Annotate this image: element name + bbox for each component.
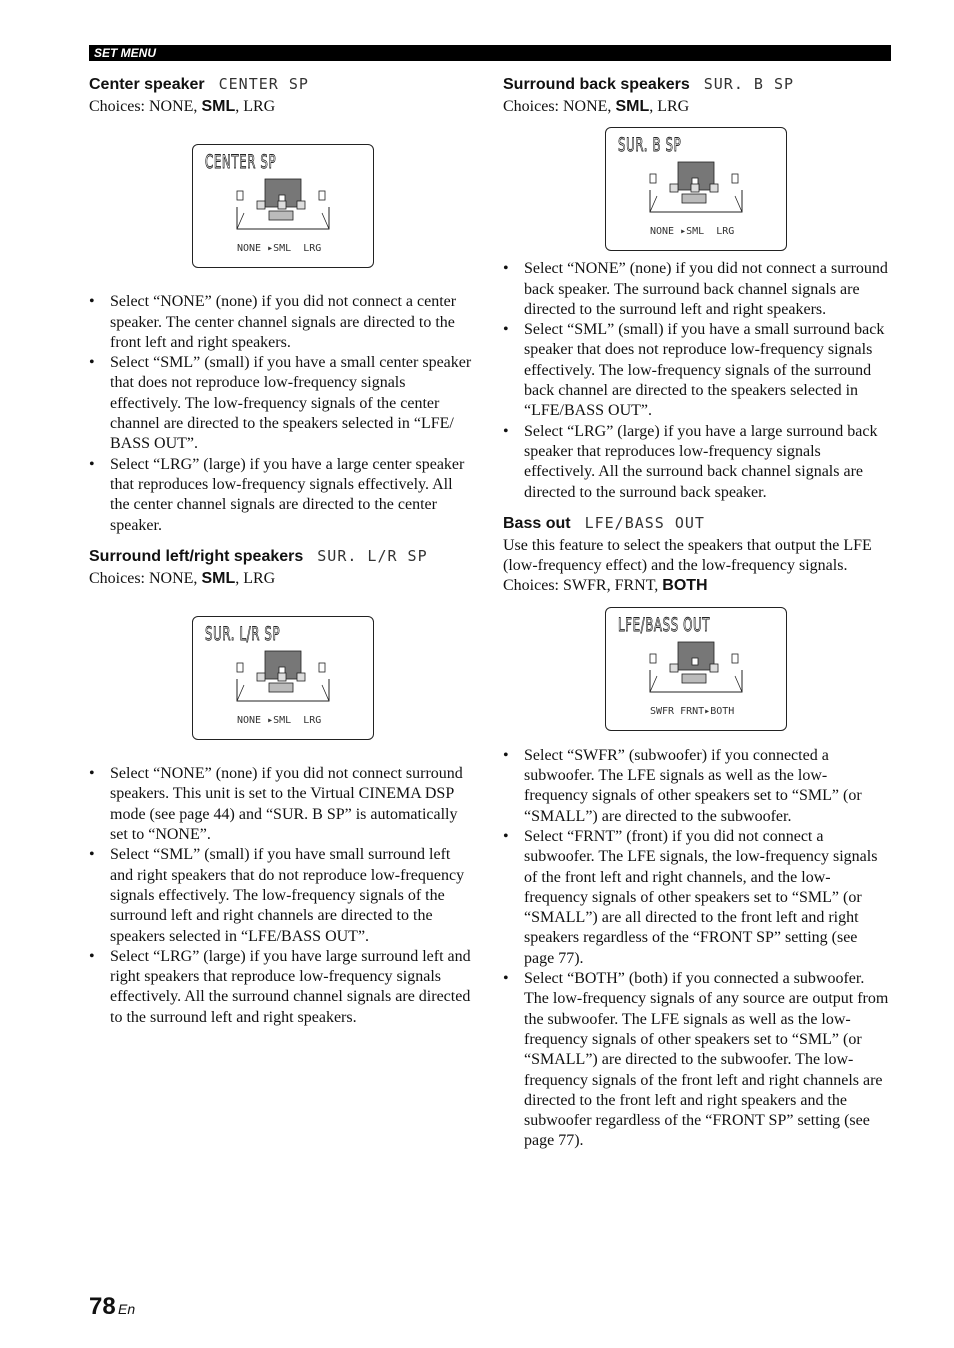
bass-out-section: [503, 513, 889, 1152]
section-header-label: SET MENU: [94, 46, 157, 60]
display-diagram: [605, 607, 787, 731]
display-options: NONE ▸SML LRG: [650, 226, 735, 238]
list-item: • Select “SML” (small) if you have a small center speaker that does not reproduce low-frequency signals effectively. The low-frequency signals of the center channel are directed to the speakers selected in “LFE/ BASS OUT”.: [89, 353, 475, 454]
choices-line: [503, 576, 889, 596]
title-text: Surround back speakers: [503, 76, 690, 93]
choices-suffix: , LRG: [235, 569, 276, 587]
choices-suffix: , LRG: [649, 98, 690, 115]
choices-suffix: , LRG: [235, 98, 276, 115]
title-text: Center speaker: [89, 76, 205, 93]
list-item: • Select “SML” (small) if you have a small surround back speaker that does not reproduce low-frequency signals effectively. The low-frequency signals of the surround back channel are directed to the speakers selected in “LFE/BASS OUT”.: [503, 320, 889, 421]
surround-lr-section: [89, 546, 475, 1028]
choices-prefix: Choices: NONE,: [89, 569, 198, 587]
section-title: [89, 546, 475, 567]
lcd-label: CENTER SP: [218, 75, 309, 93]
display-diagram: [192, 144, 374, 268]
display-options: SWFR FRNT▸BOTH: [650, 705, 735, 717]
display-title: SUR. L/R SP: [205, 623, 281, 646]
bullet-list: [89, 292, 475, 536]
display-diagram: [605, 127, 787, 251]
list-item: • Select “SML” (small) if you have small surround left and right speakers that do not reproduce low-frequency signals effectively. The low-frequency signals of the surround left and right channels are directed to the speakers selected in “LFE/BASS OUT”.: [89, 845, 475, 946]
title-text: Surround left/right speakers: [89, 547, 304, 565]
list-item: • Select “BOTH” (both) if you connected a subwoofer. The low-frequency signals of any source are output from the subwoofer. The LFE signals as well as the low-frequency signals of other speakers set to “SML” (or “SMALL”) are directed to the subwoofer. The low-frequency signals of the front left and right channels are directed to the front left and right speakers and the subwoofer regardless of the “FRONT SP” setting (see page 77).: [503, 969, 889, 1152]
display-title: LFE/BASS OUT: [618, 613, 711, 636]
intro-paragraph: Use this feature to select the speakers that output the LFE (low-frequency effect) and the low-frequency signals.: [503, 536, 872, 575]
choices-default: SML: [201, 569, 236, 587]
list-item: • Select “NONE” (none) if you did not connect surround speakers. This unit is set to the Virtual CINEMA DSP mode (see page 44) and “SUR. B SP” is automatically set to “NONE”.: [89, 764, 475, 845]
display-diagram: [192, 616, 374, 740]
choices-prefix: Choices: SWFR, FRNT,: [503, 577, 659, 595]
display-options: NONE ▸SML LRG: [237, 243, 322, 255]
list-item: • Select “FRNT” (front) if you did not connect a subwoofer. The LFE signals, the low-frequency signals of the front left and right channels, and the low-frequency signals of other speakers set to “SML” (or “SMALL”) are all directed to the front left and right speakers regardless of the “FRONT SP” setting (see page 77).: [503, 827, 889, 969]
list-item: • Select “NONE” (none) if you did not connect a center speaker. The center channel signals are directed to the front left and right speakers.: [89, 292, 475, 353]
choices-line: [503, 97, 889, 117]
choices-default: SML: [201, 98, 236, 115]
surround-back-section: [503, 74, 889, 503]
list-item: • Select “NONE” (none) if you did not connect a surround back speaker. The surround back channel signals are directed to the surround left and right speakers.: [503, 259, 889, 320]
lcd-label: SUR. L/R SP: [317, 546, 428, 565]
display-title: CENTER SP: [205, 151, 277, 174]
section-title: [89, 74, 475, 95]
choices-default: SML: [615, 98, 650, 115]
center-speaker-section: [89, 74, 475, 536]
choices-prefix: Choices: NONE,: [503, 98, 612, 115]
title-text: Bass out: [503, 514, 571, 532]
lcd-label: LFE/BASS OUT: [584, 513, 705, 532]
right-column: [503, 74, 889, 1152]
list-item: • Select “LRG” (large) if you have large surround left and right speakers that reproduce low-frequency signals effectively. All the surround channel signals are directed to the surround left and right speakers.: [89, 947, 475, 1028]
bullet-list: [503, 746, 889, 1152]
choices-prefix: Choices: NONE,: [89, 98, 198, 115]
left-column: [89, 74, 475, 1028]
list-item: • Select “SWFR” (subwoofer) if you connected a subwoofer. The LFE signals as well as the low-frequency signals of other speakers set to “SML” (or “SMALL”) are directed to the subwoofer.: [503, 746, 889, 827]
choices-line: [89, 569, 475, 589]
section-title: [503, 74, 889, 95]
page-language: En: [118, 1301, 136, 1317]
list-item: • Select “LRG” (large) if you have a large center speaker that reproduces low-frequency signals effectively. All the center channel signals are directed to the center speaker.: [89, 455, 475, 536]
lcd-label: SUR. B SP: [703, 75, 795, 93]
bullet-list: [503, 259, 889, 503]
choices-default: BOTH: [662, 577, 708, 595]
display-title: SUR. B SP: [618, 134, 682, 157]
display-options: NONE ▸SML LRG: [237, 715, 322, 727]
bullet-list: [89, 764, 475, 1028]
choices-line: [89, 97, 475, 117]
section-title: [503, 513, 889, 534]
page-number: 78: [89, 1293, 116, 1320]
list-item: • Select “LRG” (large) if you have a large surround back speaker that reproduces low-frequency signals effectively. All the surround back channel signals are directed to the surround back speaker.: [503, 422, 889, 503]
header-bar: [89, 45, 891, 61]
